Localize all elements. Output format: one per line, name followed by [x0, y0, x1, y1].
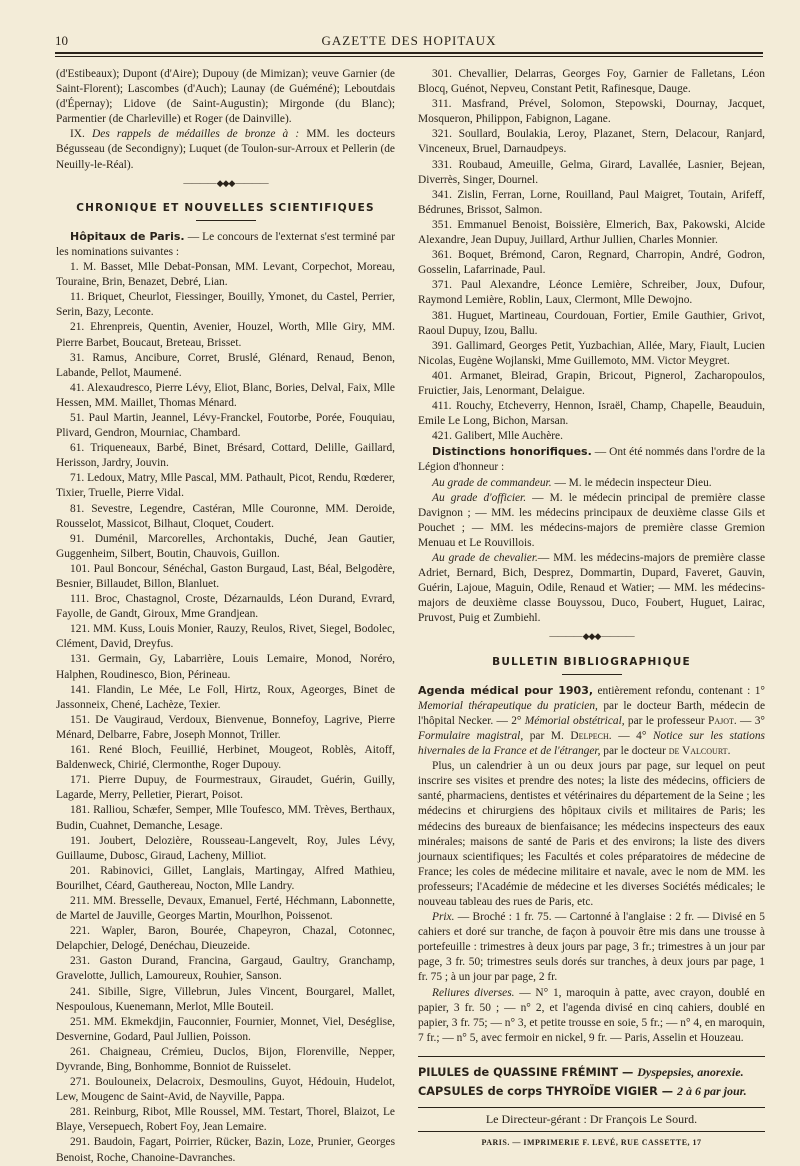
nomination-entry: 221. Wapler, Baron, Bourée, Chapeyron, Chazal, Cotonnec, Delapchier, Delogé, Denéchau, Dieuzeide. — [56, 925, 395, 953]
nomination-entry: 311. Masfrand, Prével, Solomon, Stepowski, Dournay, Jacquet, Mosqueron, Philippon, Fabignon, Lagane. — [418, 98, 765, 126]
right-column — [418, 67, 765, 1150]
nomination-entry: 351. Emmanuel Benoist, Boissière, Elmerich, Bax, Pakowski, Alcide Alexandre, Jean Dupuy, Juillard, Arthur Jullien, Charles Monnier. — [418, 218, 765, 247]
ad-capsules-dose: 2 à 6 par jour. — [676, 1083, 747, 1098]
ad-rule — [418, 1056, 765, 1057]
agenda-text: entièrement refondu, contenant : 1° — [593, 684, 765, 697]
nomination-entry: 151. De Vaugiraud, Verdoux, Bienvenue, Bonnefoy, Lagrive, Pierre Ménard, Delbarre, Fabre, Joseph Monnot, Triller. — [56, 713, 395, 741]
plus-paragraph: Plus, un calendrier à un ou deux jours par page, sur lequel on peut inscrire ses visites et prendre des notes; la liste des médecins, officiers de santé, pharmaciens, dentistes et vétérinaires du département de la Seine ; les médecins et chirurgiens des hôpitaux civils et militaires de Paris; les médecins des bureaux de bienfaisance; les médecins inspecteurs des eaux minérales; maisons de santé de Paris et des environs; la liste des divers journaux scientifiques; les Facultés et coles préparatoires de médecine de France; les coles de médecine militaire et navale, avec le nom de MM. les professeurs; l'Académie de médecine et les diverses Sociétés médicales; le nouveau tableau des rues de Paris, etc. — [418, 760, 765, 908]
nomination-entry: 191. Joubert, Delozière, Rousseau-Langevelt, Roy, Jules Lévy, Guillaume, Dubosc, Giraud, Lacheny, Milliot. — [56, 834, 395, 862]
nomination-list-left — [56, 260, 395, 1166]
nomination-entry: 271. Boulouneix, Delacroix, Desmoulins, Guyot, Hédouin, Hudelot, Lew, Mougenc de Saint-Avid, de Nayville, Pappa. — [56, 1076, 395, 1104]
nomination-list-right — [418, 67, 765, 444]
nomination-entry: 211. MM. Bresselle, Devaux, Emanuel, Ferté, Héchmann, Labonnette, de Martel de Jauville, Georges Martin, Mourlhon, Poissenot. — [56, 894, 395, 923]
reliures-paragraph — [418, 986, 765, 1046]
nomination-entry: 301. Chevallier, Delarras, Georges Foy, Garnier de Falletans, Léon Blocq, Guénot, Nepveu, Constant Petit, Rafinesque, Dauge. — [418, 68, 765, 96]
commandeur-text: — M. le médecin inspecteur Dieu. — [551, 476, 712, 489]
ix-paragraph — [56, 127, 395, 172]
nomination-entry: 421. Galibert, Mlle Auchère. — [432, 430, 563, 443]
nomination-entry: 131. Germain, Gy, Labarrière, Louis Lemaire, Monod, Noréro, Halphen, Roudinesco, Bion, Périneau. — [56, 653, 395, 681]
nomination-entry: 61. Triqueneaux, Barbé, Binet, Brésard, Cottard, Delille, Gaillard, Herisson, Jardry, Jouvin. — [56, 442, 395, 470]
section-rule — [196, 220, 256, 221]
chevalier-text: — MM. les médecins-majors de première classe Adriet, Bernard, Bich, Desprez, Dommartin, Dupard, Faveret, Gauvin, Guérin, Lajoue, Maguin, Odile, Renaud et Watier; — MM. les médecins-majors de deuxième classe Bouyssou, Duco, Foubert, Huguet, Lairac, Pruvost, Puig et Zumbiehl. — [418, 552, 766, 625]
nomination-entry: 121. MM. Kuss, Louis Monier, Rauzy, Reulos, Rivet, Siegel, Bodolec, Clément, David, Dreyfus. — [56, 623, 395, 651]
chevalier-paragraph — [418, 551, 765, 626]
journal-title: GAZETTE DES HOPITAUX — [321, 33, 497, 48]
nomination-entry: 161. René Bloch, Feuillié, Herbinet, Mougeot, Roblès, Aitoff, Baldenweck, Chirié, Clermonthe, Roger Dupouy. — [56, 744, 395, 772]
prix-label: Prix. — [432, 911, 455, 924]
page-number: 10 — [55, 33, 68, 48]
hopitaux-paragraph — [56, 229, 395, 260]
ad-pilules — [418, 1063, 765, 1082]
author-name: de Valcourt — [668, 745, 728, 758]
nomination-entry: 361. Boquet, Brémond, Caron, Regnard, Charropin, André, Godron, Gosselin, Lafarrinade, Paul. — [418, 249, 765, 277]
agenda-text: par le professeur — [624, 714, 708, 727]
ix-italic: Des rappels de médailles de bronze à : — [92, 128, 300, 141]
author-name: Pajot — [708, 714, 734, 727]
nomination-entry: 91. Duménil, Marcorelles, Archontakis, Duché, Jean Gautier, Guggenheim, Silbert, Boutin, Chauvois, Guillon. — [56, 532, 395, 560]
prix-paragraph — [418, 910, 765, 985]
commandeur-paragraph — [418, 476, 765, 491]
section-rule-right — [562, 674, 622, 675]
nomination-entry: 11. Briquet, Cheurlot, Fiessinger, Bouilly, Ymonet, du Castel, Perrier, Serin, Bazy, Leconte. — [56, 291, 395, 319]
bulletin-section-title: BULLETIN BIBLIOGRAPHIQUE — [492, 655, 691, 668]
nomination-entry: 331. Roubaud, Ameuille, Gelma, Girard, Lavallée, Lasnier, Bejean, Diverrès, Singer, Dournel. — [418, 158, 765, 186]
nomination-entry: 201. Rabinovici, Gillet, Langlais, Martingay, Alfred Mathieu, Bourilhet, Céard, Gauthereau, Nocton, Mlle Landry. — [56, 864, 395, 892]
agenda-title: Notice sur les stations hivernales de la France et de l'étranger, — [418, 729, 765, 758]
agenda-text: par le docteur — [600, 745, 669, 758]
nomination-entry: 341. Zislin, Ferran, Lorne, Rouilland, Paul Maigret, Toutain, Arifeff, Bédrunes, Brissot, Salmon. — [418, 188, 765, 216]
nomination-entry: 41. Alexaudresco, Pierre Lévy, Eliot, Blanc, Bories, Delval, Faix, Mlle Hessen, MM. Maillet, Thomas Ménard. — [56, 381, 395, 409]
nomination-entry: 391. Gallimard, Georges Petit, Yuzbachian, Allée, Mary, Fiault, Lucien Nicolas, Eugène Wojlanski, Mme Guillemoto, MM. Victor Meygret. — [418, 339, 765, 367]
ix-text: MM. les docteurs Bégusseau (de Secondigny); Luquet (de Toulon-sur-Arroux et Pellerin (de Neuilly-le-Réal). — [56, 128, 395, 171]
ornament-divider: ———— ◆◆◆ ———— — [183, 177, 268, 188]
agenda-text: . — [727, 745, 731, 758]
nomination-entry: 21. Ehrenpreis, Quentin, Avenier, Houzel, Worth, Mlle Giry, MM. Pierre Barbet, Boucaut, Breteau, Brisset. — [56, 321, 395, 349]
distinctions-lead: Distinctions honorifiques. — [432, 445, 592, 459]
agenda-paragraph — [418, 683, 765, 759]
nomination-entry: 51. Paul Martin, Jeannel, Lévy-Franckel, Foutorbe, Porée, Fouquiau, Plivard, Gendron, Mourniac, Chambard. — [56, 411, 395, 440]
nomination-entry: 281. Reinburg, Ribot, Mlle Roussel, MM. Testart, Thorel, Blaizot, Le Blaye, Versepuech, Robert Foy, Jean Lemaire. — [56, 1106, 395, 1134]
nomination-entry: 381. Huguet, Martineau, Courdouan, Fortier, Emile Gauthier, Grivot, Raoul Dupuy, Izou, Ballu. — [418, 309, 765, 337]
header-rule-thin — [55, 56, 763, 57]
officier-paragraph — [418, 491, 765, 551]
commandeur-label: Au grade de commandeur. — [432, 476, 552, 489]
nomination-entry: 1. M. Basset, Mlle Debat-Ponsan, MM. Levant, Corpechot, Moreau, Touraine, Brin, Benazet, Debré, Lian. — [56, 261, 395, 289]
nomination-entry: 31. Ramus, Ancibure, Corret, Bruslé, Glénard, Renaud, Benon, Labande, Pellot, Maumené. — [56, 351, 395, 379]
header-rule — [55, 52, 763, 54]
agenda-title: Mémorial obstétrical, — [524, 714, 625, 727]
author-name: Delpech — [570, 729, 609, 742]
nomination-entry: 291. Baudoin, Fagart, Poirrier, Rücker, Bazin, Loze, Prunier, Georges Benoist, Roche, Chanoine-Davranches. — [56, 1136, 395, 1164]
nomination-entry: 261. Chaigneau, Crémieu, Duclos, Bijon, Florenville, Nepper, Dyvrande, Bing, Bonhomme, Bonniot de Ruisselet. — [56, 1045, 395, 1073]
distinctions-text: — Ont été nommés dans l'ordre de la Légion d'honneur : — [418, 446, 765, 474]
ix-lead: IX. — [70, 128, 93, 141]
nomination-entry: 241. Sibille, Sigre, Villebrun, Jules Vincent, Bourgarel, Mallet, Nespoulous, Kuenemann, Merlot, Mlle Bouteil. — [56, 985, 395, 1013]
agenda-text: par le docteur Barth, médecin de l'hôpital Necker. — 2° — [418, 699, 765, 727]
officier-label: Au grade d'officier. — [432, 491, 527, 504]
nomination-entry: 371. Paul Alexandre, Léonce Lemière, Schreiber, Joux, Dufour, Raymond Lemière, Roblin, Laux, Clermont, Mlle Dewojno. — [418, 279, 765, 307]
ad-pilules-name: PILULES de QUASSINE FRÉMINT — — [418, 1065, 638, 1079]
agenda-text: . — 4° — [608, 729, 653, 742]
intro-paragraph: (d'Estibeaux); Dupont (d'Aire); Dupouy (de Mimizan); veuve Garnier (de Saint-Florent); Lascombes (d'Auch); Launay (de Guéméné); Leboutdais (d'Épernay); Lidove (de Saint-Augustin); Mirgonde (du Blanc); Parmentier (de Charleville) et Roger (de Dainville). — [56, 68, 395, 126]
printer-imprint: PARIS. — IMPRIMERIE F. LEVÉ, RUE CASSETTE, 17 — [418, 1131, 765, 1150]
reliures-label: Reliures diverses. — [432, 986, 515, 999]
nomination-entry: 71. Ledoux, Matry, Mlle Pascal, MM. Pathault, Picot, Rendu, Rœderer, Tixier, Truelle, Pierre Vidal. — [56, 472, 395, 500]
hopitaux-lead: Hôpitaux de Paris. — [70, 229, 185, 243]
agenda-title: Formulaire magistral, — [418, 729, 524, 742]
nomination-entry: 411. Rouchy, Etcheverry, Hennon, Israël, Champ, Chapelle, Beauduin, Emile Le Long, Bichon, Marsan. — [418, 400, 765, 428]
nomination-entry: 401. Armanet, Bleirad, Grapin, Bricout, Pignerol, Zacharopoulos, Fruictier, Jais, Lenormant, Delaigue. — [418, 369, 765, 397]
chronique-section-title: CHRONIQUE ET NOUVELLES SCIENTIFIQUES — [76, 201, 375, 214]
nomination-entry: 231. Gaston Durand, Francina, Gargaud, Gaultry, Granchamp, Gravelotte, Jullich, Lamoureux, Rouhier, Sanson. — [56, 955, 395, 983]
reliures-text: — N° 1, maroquin à patte, avec crayon, doublé en papier, 3 fr. 50 ; — n° 2, et l'agenda divisé en cinq cahiers, doublé en papier, 3 fr. 75; — n° 3, et petite trousse en soie, 5 fr.; — n° 4, en maroquin, 7 fr.; — n° 5, avec fermoir en nickel, 9 fr. — Paris, Asselin et Houzeau. — [418, 986, 765, 1044]
ornament-divider-right: ———— ◆◆◆ ———— — [549, 631, 634, 642]
prix-text: — Broché : 1 fr. 75. — Cartonné à l'anglaise : 2 fr. — Divisé en 5 cahiers et doré sur tranche, de façon à pouvoir être mis dans une trousse à portefeuille : trimestres à deux jours par page, 3 fr.; trimestres à un jour par page, 3 fr. 50; trimestres seuls dorés sur tranches, à deux jours par page, 1 fr. 75 ; à un jour par page, 2 fr. — [418, 911, 765, 984]
director-signature: Le Directeur-gérant : Dr François Le Sourd. — [418, 1107, 765, 1127]
nomination-entry: 321. Soullard, Boulakia, Leroy, Plazanet, Stern, Delacour, Ranjard, Vinceneux, Bruel, Darnaudpeys. — [418, 128, 765, 156]
distinctions-paragraph — [418, 444, 765, 475]
left-column — [56, 67, 395, 1166]
agenda-text: . — 3° — [733, 714, 765, 727]
officier-text: — M. le médecin principal de première classe Davignon ; — MM. les médecins principaux de deuxième classe Gils et Pouchet ; — MM. les médecins-majors de première classe Gremion Menuau et Le Rouvillois. — [418, 491, 765, 549]
agenda-lead: Agenda médical pour 1903, — [418, 683, 594, 697]
ad-pilules-use: Dyspepsies, anorexie. — [637, 1064, 744, 1079]
nomination-entry: 81. Sevestre, Legendre, Castéran, Mlle Couronne, MM. Deroide, Rousselot, Massicot, Bilhaut, Cloquet, Coudert. — [56, 502, 395, 530]
nomination-entry: 141. Flandin, Le Mée, Le Foll, Hirtz, Roux, Ageorges, Binet de Jassonneix, Chené, Lachèze, Texier. — [56, 683, 395, 711]
ad-capsules — [418, 1082, 765, 1101]
nomination-entry: 181. Ralliou, Schæfer, Semper, Mlle Toufesco, MM. Trèves, Berthaux, Budin, Cuahnet, Demanche, Lesage. — [56, 804, 395, 832]
hopitaux-text: — Le concours de l'externat s'est terminé par les nominations suivantes : — [56, 230, 395, 258]
agenda-text: par M. — [523, 729, 571, 742]
ad-capsules-name: CAPSULES de corps THYROÏDE VIGIER — — [418, 1084, 677, 1098]
nomination-entry: 171. Pierre Dupuy, de Fourmestraux, Giraudet, Guérin, Guilly, Lagarde, Merry, Pelletier, Pierart, Poisot. — [56, 774, 395, 802]
nomination-entry: 111. Broc, Chastagnol, Croste, Dézarnaulds, Léon Durand, Evrard, Fayolle, de Gandt, Giroux, Mme Grandjean. — [56, 593, 395, 621]
nomination-entry: 101. Paul Boncour, Sénéchal, Gaston Burgaud, Last, Béal, Belgodère, Besnier, Billaudet, Billon, Blanluet. — [56, 562, 395, 590]
agenda-title: Memorial thérapeutique du praticien, — [418, 699, 598, 712]
nomination-entry: 251. MM. Ekmekdjin, Fauconnier, Fournier, Monnet, Viel, Deséglise, Desvernine, Godard, Paul Jullien, Poisson. — [56, 1015, 395, 1043]
chevalier-label: Au grade de chevalier. — [432, 552, 538, 564]
